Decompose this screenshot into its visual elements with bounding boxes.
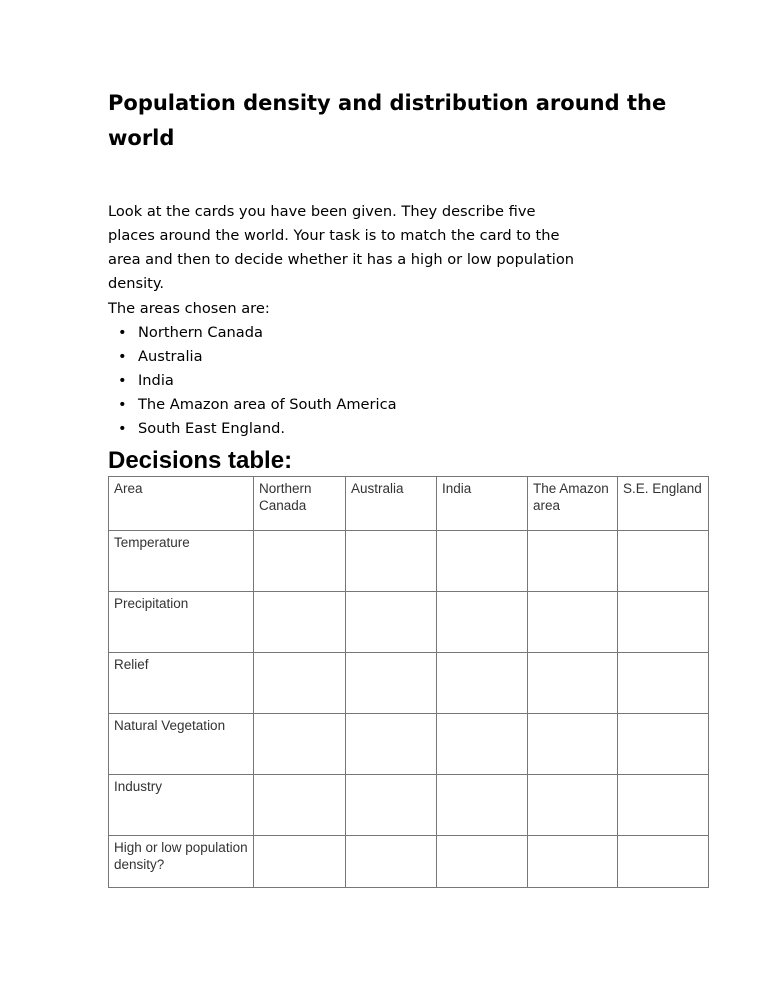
answer-cell[interactable] bbox=[528, 653, 618, 714]
decisions-table bbox=[108, 476, 709, 888]
table-row bbox=[109, 714, 709, 775]
list-item: • Northern Canada bbox=[108, 321, 397, 345]
answer-cell[interactable] bbox=[254, 836, 346, 888]
bullet-icon: • bbox=[118, 420, 127, 437]
answer-cell[interactable] bbox=[254, 653, 346, 714]
row-label: Natural Vegetation bbox=[109, 714, 254, 775]
list-item: • India bbox=[108, 369, 397, 393]
table-row bbox=[109, 836, 709, 888]
answer-cell[interactable] bbox=[528, 775, 618, 836]
header-cell: Northern Canada bbox=[254, 477, 346, 531]
row-label: Relief bbox=[109, 653, 254, 714]
paragraph-line: density. bbox=[108, 275, 165, 292]
answer-cell[interactable] bbox=[528, 531, 618, 592]
answer-cell[interactable] bbox=[437, 531, 528, 592]
answer-cell[interactable] bbox=[528, 836, 618, 888]
row-label: Precipitation bbox=[109, 592, 254, 653]
answer-cell[interactable] bbox=[254, 775, 346, 836]
answer-cell[interactable] bbox=[437, 592, 528, 653]
paragraph-line: area and then to decide whether it has a high or low population bbox=[108, 251, 575, 268]
answer-cell[interactable] bbox=[618, 653, 709, 714]
answer-cell[interactable] bbox=[528, 592, 618, 653]
answer-cell[interactable] bbox=[618, 531, 709, 592]
bullet-icon: • bbox=[118, 372, 127, 389]
table-header-row bbox=[109, 477, 709, 531]
table-row bbox=[109, 775, 709, 836]
table-row bbox=[109, 531, 709, 592]
paragraph-line: places around the world. Your task is to match the card to the bbox=[108, 227, 560, 244]
page-title: Population density and distribution around the world bbox=[108, 91, 667, 150]
bullet-icon: • bbox=[118, 348, 127, 365]
answer-cell[interactable] bbox=[437, 775, 528, 836]
row-label: High or low population density? bbox=[109, 836, 254, 888]
answer-cell[interactable] bbox=[618, 775, 709, 836]
answer-cell[interactable] bbox=[346, 653, 437, 714]
header-cell: India bbox=[437, 477, 528, 531]
instructions-paragraph bbox=[108, 200, 574, 296]
bullet-icon: • bbox=[118, 396, 127, 413]
header-cell: S.E. England bbox=[618, 477, 709, 531]
row-label: Temperature bbox=[109, 531, 254, 592]
header-cell: Australia bbox=[346, 477, 437, 531]
row-label: Industry bbox=[109, 775, 254, 836]
answer-cell[interactable] bbox=[528, 714, 618, 775]
answer-cell[interactable] bbox=[346, 836, 437, 888]
answer-cell[interactable] bbox=[437, 653, 528, 714]
list-item: • Australia bbox=[108, 345, 397, 369]
areas-list bbox=[108, 321, 397, 441]
paragraph-line: Look at the cards you have been given. They describe five bbox=[108, 203, 536, 220]
answer-cell[interactable] bbox=[254, 592, 346, 653]
answer-cell[interactable] bbox=[346, 775, 437, 836]
bullet-icon: • bbox=[118, 324, 127, 341]
list-item: • The Amazon area of South America bbox=[108, 393, 397, 417]
answer-cell[interactable] bbox=[618, 836, 709, 888]
answer-cell[interactable] bbox=[346, 531, 437, 592]
areas-intro: The areas chosen are: bbox=[108, 300, 270, 317]
header-cell: The Amazon area bbox=[528, 477, 618, 531]
table-row bbox=[109, 653, 709, 714]
answer-cell[interactable] bbox=[346, 592, 437, 653]
answer-cell[interactable] bbox=[254, 714, 346, 775]
list-item: • South East England. bbox=[108, 417, 397, 441]
answer-cell[interactable] bbox=[618, 592, 709, 653]
table-heading: Decisions table: bbox=[108, 447, 293, 474]
answer-cell[interactable] bbox=[254, 531, 346, 592]
answer-cell[interactable] bbox=[346, 714, 437, 775]
answer-cell[interactable] bbox=[437, 714, 528, 775]
answer-cell[interactable] bbox=[437, 836, 528, 888]
header-cell: Area bbox=[109, 477, 254, 531]
answer-cell[interactable] bbox=[618, 714, 709, 775]
table-row bbox=[109, 592, 709, 653]
